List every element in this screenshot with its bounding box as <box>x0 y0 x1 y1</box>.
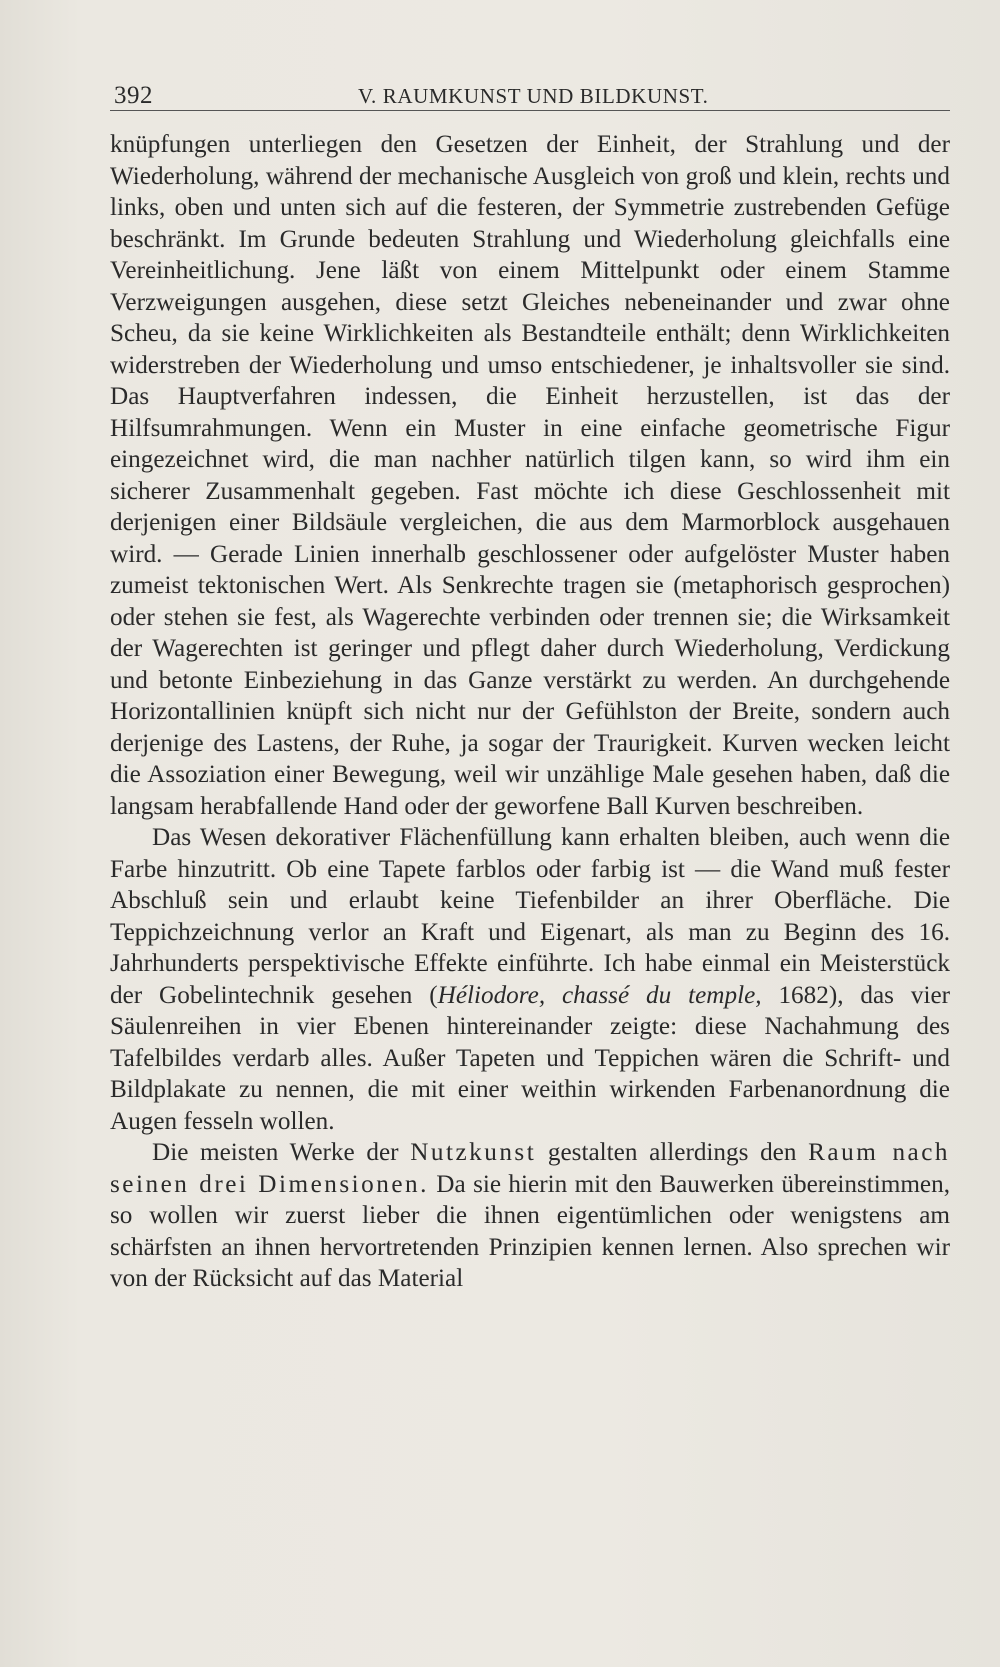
artwork-title: Héliodore, chassé du temple, <box>437 981 762 1009</box>
page-number: 392 <box>114 82 153 109</box>
paragraph-2-text-a: Das Wesen dekorativer Flächenfüllung kann erhalten bleiben, auch wenn die Farbe hinzutritt. Ob eine Tapete farblos oder farbig ist — die Wand muß fester Abschluß sein und erlaubt keine Tiefenbilder an ihrer Oberfläche. Die Teppichzeichnung verlor an Kraft und Eigenart, als man zu Beginn des 16. Jahrhunderts perspektivische Effekte einführte. Ich habe einmal ein Meisterstück der Gobelintechnik gesehen ( <box>110 824 950 1009</box>
paragraph-2-text-b: 1682), das vier Säulenreihen in vier Ebenen hintereinander zeigte: diese Nachahmung des Tafelbildes verdarb alles. Außer Tapeten und Teppichen wären die Schrift- und Bildplakate zu nennen, die mit einer weithin wirkenden Farbenanordnung die Augen fesseln wollen. <box>110 981 951 1135</box>
emphasis-raum: Raum nach seinen drei Dimensionen. <box>110 1139 951 1198</box>
paragraph-3 <box>110 1137 950 1295</box>
paragraph-3-text-c: Da sie hierin mit den Bauwerken übereinstimmen, so wollen wir zuerst lieber die ihnen eigentümlichen oder wenigstens am schärfsten an ihnen hervortretenden Prinzipien kennen lernen. Also sprechen wir von der Rücksicht auf das Material <box>110 1170 950 1292</box>
paragraph-1: knüpfungen unterliegen den Gesetzen der Einheit, der Strahlung und der Wiederholung, während der mechanische Ausgleich von groß und klein, rechts und links, oben und unten sich auf die festeren, der Symmetrie zustrebenden Gefüge beschränkt. Im Grunde bedeuten Strahlung und Wiederholung gleichfalls eine Vereinheitlichung. Jene läßt von einem Mittelpunkt oder einem Stamme Verzweigungen ausgehen, diese setzt Gleiches nebeneinander und zwar ohne Scheu, da sie keine Wirklichkeiten als Bestandteile enthält; denn Wirklichkeiten widerstreben der Wiederholung und umso entschiedener, je inhaltsvoller sie sind. Das Hauptverfahren indessen, die Einheit herzustellen, ist das der Hilfsumrahmungen. Wenn ein Muster in eine einfache geometrische Figur eingezeichnet wird, die man nachher natürlich tilgen kann, so wird ihm ein sicherer Zusammenhalt gegeben. Fast möchte ich diese Geschlossenheit mit derjenigen einer Bildsäule vergleichen, die aus dem Marmorblock ausgehauen wird. — Gerade Linien innerhalb geschlossener oder aufgelöster Muster haben zumeist tektonischen Wert. Als Senkrechte tragen sie (metaphorisch gesprochen) oder stehen sie fest, als Wagerechte verbinden oder trennen sie; die Wirksamkeit der Wagerechten ist geringer und pflegt daher durch Wiederholung, Verdickung und betonte Einbeziehung in das Ganze verstärkt zu werden. An durchgehende Horizontallinien knüpft sich nicht nur der Gefühlston der Breite, sondern auch derjenige des Lastens, der Ruhe, ja sogar der Traurigkeit. Kurven wecken leicht die Assoziation einer Bewegung, weil wir unzählige Male gesehen haben, daß die langsam herabfallende Hand oder der geworfene Ball Kurven beschreiben. <box>110 131 950 820</box>
paragraph-3-text-b: gestalten allerdings den <box>536 1139 809 1166</box>
book-page <box>110 70 950 1295</box>
running-header <box>110 70 950 111</box>
paragraph-3-text-a: Die meisten Werke der <box>152 1139 411 1166</box>
paragraph-2 <box>110 822 950 1137</box>
chapter-title: V. RAUMKUNST UND BILDKUNST. <box>358 84 709 108</box>
emphasis-nutzkunst: Nutzkunst <box>410 1139 537 1166</box>
body-text <box>110 129 950 1295</box>
